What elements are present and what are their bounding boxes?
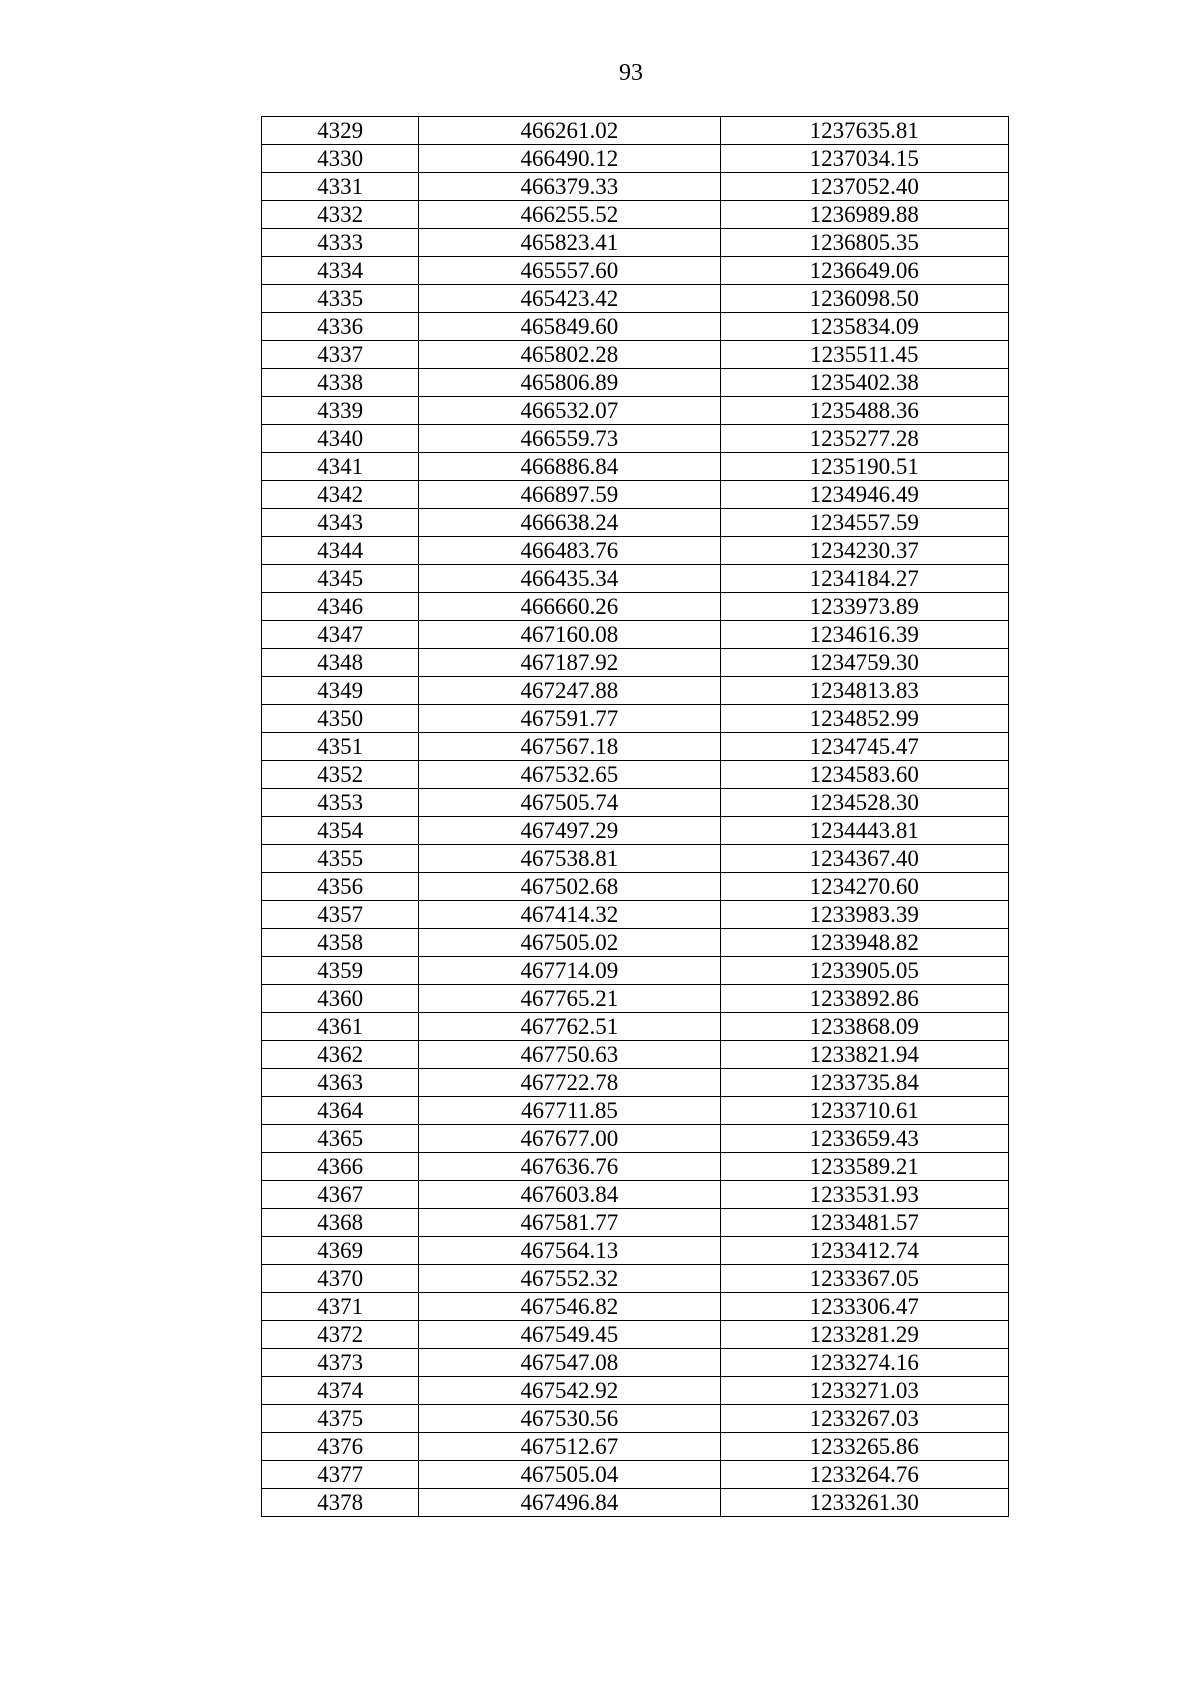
table-row — [262, 117, 1009, 145]
point-number-cell: 4361 — [262, 1013, 419, 1041]
y-coordinate-cell: 1236805.35 — [720, 229, 1008, 257]
x-coordinate-cell: 467187.92 — [419, 649, 720, 677]
y-coordinate-cell: 1235834.09 — [720, 313, 1008, 341]
point-number-cell: 4345 — [262, 565, 419, 593]
table-row — [262, 453, 1009, 481]
point-number-cell: 4367 — [262, 1181, 419, 1209]
table-row — [262, 873, 1009, 901]
x-coordinate-cell: 467750.63 — [419, 1041, 720, 1069]
point-number-cell: 4371 — [262, 1293, 419, 1321]
x-coordinate-cell: 467552.32 — [419, 1265, 720, 1293]
table-row — [262, 1069, 1009, 1097]
x-coordinate-cell: 465806.89 — [419, 369, 720, 397]
table-row — [262, 229, 1009, 257]
x-coordinate-cell: 467636.76 — [419, 1153, 720, 1181]
point-number-cell: 4362 — [262, 1041, 419, 1069]
point-number-cell: 4358 — [262, 929, 419, 957]
point-number-cell: 4346 — [262, 593, 419, 621]
x-coordinate-cell: 466897.59 — [419, 481, 720, 509]
y-coordinate-cell: 1236649.06 — [720, 257, 1008, 285]
y-coordinate-cell: 1234583.60 — [720, 761, 1008, 789]
point-number-cell: 4340 — [262, 425, 419, 453]
point-number-cell: 4331 — [262, 173, 419, 201]
y-coordinate-cell: 1234745.47 — [720, 733, 1008, 761]
y-coordinate-cell: 1237034.15 — [720, 145, 1008, 173]
point-number-cell: 4359 — [262, 957, 419, 985]
point-number-cell: 4329 — [262, 117, 419, 145]
table-row — [262, 733, 1009, 761]
table-row — [262, 285, 1009, 313]
y-coordinate-cell: 1234367.40 — [720, 845, 1008, 873]
y-coordinate-cell: 1236098.50 — [720, 285, 1008, 313]
table-row — [262, 649, 1009, 677]
point-number-cell: 4354 — [262, 817, 419, 845]
table-row — [262, 1125, 1009, 1153]
y-coordinate-cell: 1234813.83 — [720, 677, 1008, 705]
point-number-cell: 4368 — [262, 1209, 419, 1237]
table-row — [262, 1405, 1009, 1433]
y-coordinate-cell: 1233412.74 — [720, 1237, 1008, 1265]
x-coordinate-cell: 467160.08 — [419, 621, 720, 649]
point-number-cell: 4344 — [262, 537, 419, 565]
table-row — [262, 761, 1009, 789]
y-coordinate-cell: 1234270.60 — [720, 873, 1008, 901]
y-coordinate-cell: 1233948.82 — [720, 929, 1008, 957]
table-row — [262, 705, 1009, 733]
x-coordinate-cell: 465823.41 — [419, 229, 720, 257]
x-coordinate-cell: 467247.88 — [419, 677, 720, 705]
table-row — [262, 1153, 1009, 1181]
x-coordinate-cell: 466261.02 — [419, 117, 720, 145]
x-coordinate-cell: 467591.77 — [419, 705, 720, 733]
x-coordinate-cell: 467546.82 — [419, 1293, 720, 1321]
point-number-cell: 4378 — [262, 1489, 419, 1517]
table-row — [262, 425, 1009, 453]
point-number-cell: 4357 — [262, 901, 419, 929]
table-row — [262, 593, 1009, 621]
y-coordinate-cell: 1234528.30 — [720, 789, 1008, 817]
point-number-cell: 4374 — [262, 1377, 419, 1405]
x-coordinate-cell: 467762.51 — [419, 1013, 720, 1041]
x-coordinate-cell: 466490.12 — [419, 145, 720, 173]
table-row — [262, 1181, 1009, 1209]
point-number-cell: 4336 — [262, 313, 419, 341]
x-coordinate-cell: 467538.81 — [419, 845, 720, 873]
table-row — [262, 1321, 1009, 1349]
x-coordinate-cell: 466255.52 — [419, 201, 720, 229]
table-row — [262, 369, 1009, 397]
table-row — [262, 481, 1009, 509]
y-coordinate-cell: 1233281.29 — [720, 1321, 1008, 1349]
x-coordinate-cell: 467497.29 — [419, 817, 720, 845]
table-row — [262, 817, 1009, 845]
x-coordinate-cell: 466435.34 — [419, 565, 720, 593]
x-coordinate-cell: 467505.02 — [419, 929, 720, 957]
x-coordinate-cell: 465849.60 — [419, 313, 720, 341]
y-coordinate-cell: 1233531.93 — [720, 1181, 1008, 1209]
x-coordinate-cell: 466379.33 — [419, 173, 720, 201]
y-coordinate-cell: 1233274.16 — [720, 1349, 1008, 1377]
y-coordinate-cell: 1233261.30 — [720, 1489, 1008, 1517]
y-coordinate-cell: 1234443.81 — [720, 817, 1008, 845]
x-coordinate-cell: 467714.09 — [419, 957, 720, 985]
table-row — [262, 509, 1009, 537]
y-coordinate-cell: 1235190.51 — [720, 453, 1008, 481]
y-coordinate-cell: 1233481.57 — [720, 1209, 1008, 1237]
y-coordinate-cell: 1235277.28 — [720, 425, 1008, 453]
point-number-cell: 4360 — [262, 985, 419, 1013]
point-number-cell: 4369 — [262, 1237, 419, 1265]
point-number-cell: 4335 — [262, 285, 419, 313]
y-coordinate-cell: 1234759.30 — [720, 649, 1008, 677]
y-coordinate-cell: 1233271.03 — [720, 1377, 1008, 1405]
x-coordinate-cell: 467530.56 — [419, 1405, 720, 1433]
table-row — [262, 1433, 1009, 1461]
page-number: 93 — [619, 60, 643, 86]
point-number-cell: 4342 — [262, 481, 419, 509]
y-coordinate-cell: 1234557.59 — [720, 509, 1008, 537]
table-row — [262, 1209, 1009, 1237]
table-row — [262, 985, 1009, 1013]
point-number-cell: 4351 — [262, 733, 419, 761]
coordinates-table — [261, 116, 1009, 1517]
y-coordinate-cell: 1233264.76 — [720, 1461, 1008, 1489]
point-number-cell: 4352 — [262, 761, 419, 789]
table-row — [262, 1293, 1009, 1321]
y-coordinate-cell: 1233265.86 — [720, 1433, 1008, 1461]
y-coordinate-cell: 1233367.05 — [720, 1265, 1008, 1293]
table-row — [262, 201, 1009, 229]
point-number-cell: 4343 — [262, 509, 419, 537]
table-row — [262, 957, 1009, 985]
y-coordinate-cell: 1233306.47 — [720, 1293, 1008, 1321]
point-number-cell: 4375 — [262, 1405, 419, 1433]
table-row — [262, 1377, 1009, 1405]
x-coordinate-cell: 466660.26 — [419, 593, 720, 621]
table-row — [262, 845, 1009, 873]
x-coordinate-cell: 465423.42 — [419, 285, 720, 313]
point-number-cell: 4363 — [262, 1069, 419, 1097]
y-coordinate-cell: 1233735.84 — [720, 1069, 1008, 1097]
point-number-cell: 4332 — [262, 201, 419, 229]
y-coordinate-cell: 1233905.05 — [720, 957, 1008, 985]
x-coordinate-cell: 467765.21 — [419, 985, 720, 1013]
table-row — [262, 1265, 1009, 1293]
coordinates-table-body — [262, 117, 1009, 1517]
point-number-cell: 4349 — [262, 677, 419, 705]
point-number-cell: 4364 — [262, 1097, 419, 1125]
x-coordinate-cell: 467564.13 — [419, 1237, 720, 1265]
y-coordinate-cell: 1235488.36 — [720, 397, 1008, 425]
point-number-cell: 4353 — [262, 789, 419, 817]
x-coordinate-cell: 467711.85 — [419, 1097, 720, 1125]
x-coordinate-cell: 467567.18 — [419, 733, 720, 761]
point-number-cell: 4370 — [262, 1265, 419, 1293]
table-row — [262, 537, 1009, 565]
table-row — [262, 621, 1009, 649]
point-number-cell: 4355 — [262, 845, 419, 873]
point-number-cell: 4350 — [262, 705, 419, 733]
table-row — [262, 1097, 1009, 1125]
x-coordinate-cell: 465557.60 — [419, 257, 720, 285]
table-row — [262, 929, 1009, 957]
point-number-cell: 4356 — [262, 873, 419, 901]
point-number-cell: 4341 — [262, 453, 419, 481]
point-number-cell: 4339 — [262, 397, 419, 425]
point-number-cell: 4347 — [262, 621, 419, 649]
x-coordinate-cell: 467603.84 — [419, 1181, 720, 1209]
table-row — [262, 1349, 1009, 1377]
table-row — [262, 173, 1009, 201]
x-coordinate-cell: 467502.68 — [419, 873, 720, 901]
point-number-cell: 4333 — [262, 229, 419, 257]
y-coordinate-cell: 1233973.89 — [720, 593, 1008, 621]
x-coordinate-cell: 466532.07 — [419, 397, 720, 425]
y-coordinate-cell: 1236989.88 — [720, 201, 1008, 229]
x-coordinate-cell: 467512.67 — [419, 1433, 720, 1461]
table-row — [262, 677, 1009, 705]
y-coordinate-cell: 1233892.86 — [720, 985, 1008, 1013]
x-coordinate-cell: 466638.24 — [419, 509, 720, 537]
x-coordinate-cell: 466559.73 — [419, 425, 720, 453]
point-number-cell: 4338 — [262, 369, 419, 397]
y-coordinate-cell: 1233983.39 — [720, 901, 1008, 929]
y-coordinate-cell: 1233821.94 — [720, 1041, 1008, 1069]
table-row — [262, 313, 1009, 341]
y-coordinate-cell: 1234616.39 — [720, 621, 1008, 649]
x-coordinate-cell: 467505.74 — [419, 789, 720, 817]
table-row — [262, 145, 1009, 173]
table-row — [262, 341, 1009, 369]
x-coordinate-cell: 467677.00 — [419, 1125, 720, 1153]
point-number-cell: 4365 — [262, 1125, 419, 1153]
y-coordinate-cell: 1237052.40 — [720, 173, 1008, 201]
x-coordinate-cell: 467547.08 — [419, 1349, 720, 1377]
x-coordinate-cell: 467496.84 — [419, 1489, 720, 1517]
table-row — [262, 257, 1009, 285]
table-row — [262, 1237, 1009, 1265]
table-row — [262, 565, 1009, 593]
y-coordinate-cell: 1234852.99 — [720, 705, 1008, 733]
table-row — [262, 397, 1009, 425]
y-coordinate-cell: 1235402.38 — [720, 369, 1008, 397]
y-coordinate-cell: 1233868.09 — [720, 1013, 1008, 1041]
point-number-cell: 4372 — [262, 1321, 419, 1349]
y-coordinate-cell: 1233710.61 — [720, 1097, 1008, 1125]
y-coordinate-cell: 1235511.45 — [720, 341, 1008, 369]
x-coordinate-cell: 467549.45 — [419, 1321, 720, 1349]
x-coordinate-cell: 467414.32 — [419, 901, 720, 929]
point-number-cell: 4337 — [262, 341, 419, 369]
y-coordinate-cell: 1233267.03 — [720, 1405, 1008, 1433]
point-number-cell: 4373 — [262, 1349, 419, 1377]
y-coordinate-cell: 1234184.27 — [720, 565, 1008, 593]
y-coordinate-cell: 1233589.21 — [720, 1153, 1008, 1181]
x-coordinate-cell: 466483.76 — [419, 537, 720, 565]
y-coordinate-cell: 1234946.49 — [720, 481, 1008, 509]
point-number-cell: 4366 — [262, 1153, 419, 1181]
x-coordinate-cell: 467505.04 — [419, 1461, 720, 1489]
point-number-cell: 4376 — [262, 1433, 419, 1461]
table-row — [262, 1013, 1009, 1041]
x-coordinate-cell: 466886.84 — [419, 453, 720, 481]
table-row — [262, 1461, 1009, 1489]
y-coordinate-cell: 1234230.37 — [720, 537, 1008, 565]
table-row — [262, 1489, 1009, 1517]
x-coordinate-cell: 465802.28 — [419, 341, 720, 369]
point-number-cell: 4330 — [262, 145, 419, 173]
point-number-cell: 4334 — [262, 257, 419, 285]
point-number-cell: 4377 — [262, 1461, 419, 1489]
y-coordinate-cell: 1237635.81 — [720, 117, 1008, 145]
table-row — [262, 789, 1009, 817]
table-row — [262, 1041, 1009, 1069]
x-coordinate-cell: 467581.77 — [419, 1209, 720, 1237]
y-coordinate-cell: 1233659.43 — [720, 1125, 1008, 1153]
x-coordinate-cell: 467532.65 — [419, 761, 720, 789]
point-number-cell: 4348 — [262, 649, 419, 677]
x-coordinate-cell: 467722.78 — [419, 1069, 720, 1097]
table-row — [262, 901, 1009, 929]
x-coordinate-cell: 467542.92 — [419, 1377, 720, 1405]
